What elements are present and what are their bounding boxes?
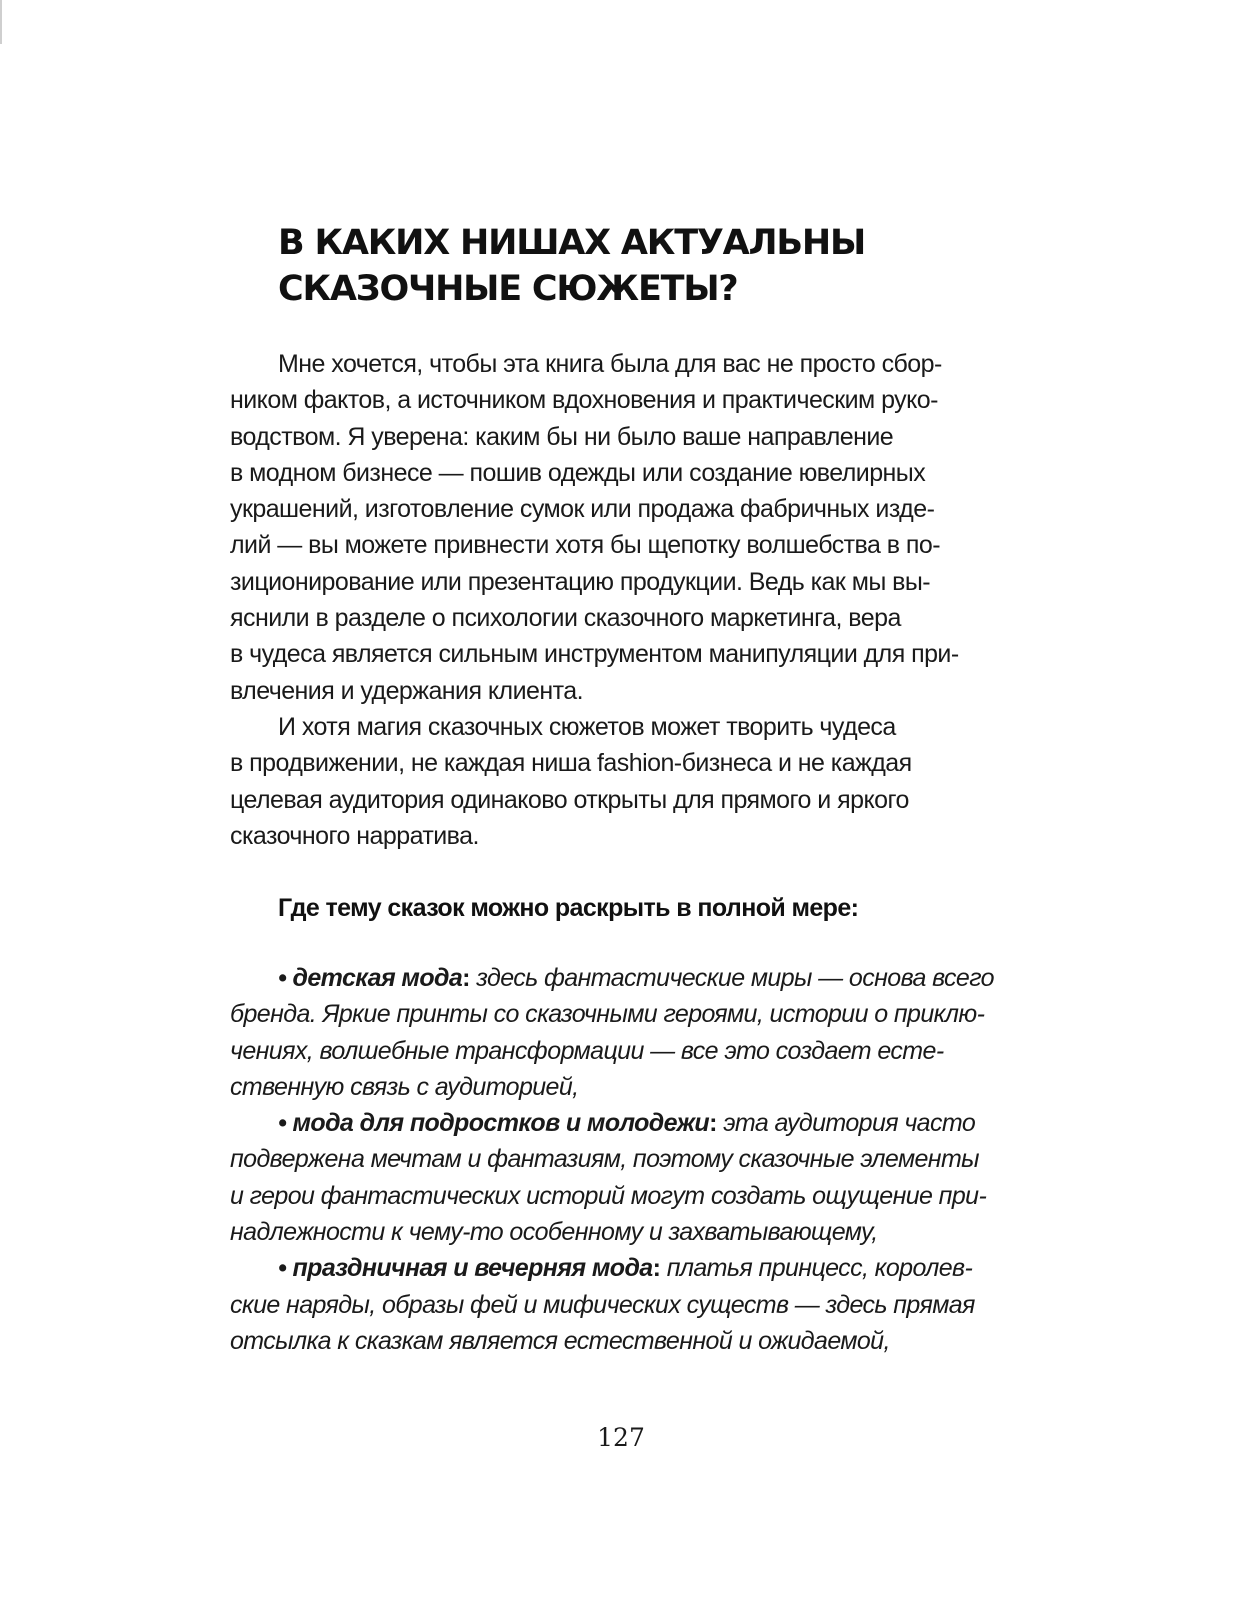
niche-list bbox=[230, 960, 1040, 1359]
list-item-colon: : bbox=[652, 1254, 661, 1283]
paragraph-line: в модном бизнесе — пошив одежды или создание ювелирных bbox=[230, 458, 926, 487]
list-item-text: платья принцесс, королев- bbox=[666, 1254, 973, 1283]
paragraph-line: Мне хочется, чтобы эта книга была для вас не просто сбор- bbox=[278, 350, 942, 378]
paragraph-line: ником фактов, а источником вдохновения и практическим руко- bbox=[230, 386, 938, 415]
paragraph-line: украшений, изготовление сумок или продажа фабричных изде- bbox=[230, 495, 935, 524]
paragraph-line: И хотя магия сказочных сюжетов может творить чудеса bbox=[278, 712, 896, 741]
list-item-term: мода для подростков и молодежи bbox=[292, 1109, 710, 1138]
page-number: 127 bbox=[597, 1423, 645, 1452]
list-item-term: детская мода bbox=[292, 964, 463, 992]
body-text bbox=[230, 346, 1030, 854]
list-bullet: • bbox=[278, 1109, 287, 1138]
list-item-line: ские наряды, образы фей и мифических существ — здесь прямая bbox=[230, 1290, 975, 1319]
heading-line: СКАЗОЧНЫЕ СЮЖЕТЫ? bbox=[278, 269, 738, 309]
list-item-line: бренда. Яркие принты со сказочными героями, истории о приклю- bbox=[230, 1000, 985, 1029]
paragraph-line: водством. Я уверена: каким бы ни было ваше направление bbox=[230, 422, 894, 451]
paragraph-line: в продвижении, не каждая ниша fashion-бизнеса и не каждая bbox=[230, 749, 912, 778]
list-item-line: надлежности к чему-то особенному и захватывающему, bbox=[230, 1218, 878, 1247]
list-item-line: подвержена мечтам и фантазиям, поэтому сказочные элементы bbox=[230, 1145, 979, 1174]
list-item-colon: : bbox=[462, 964, 470, 992]
list-item-line: и герои фантастических историй могут создать ощущение при- bbox=[230, 1181, 987, 1210]
heading-line: В КАКИХ НИШАХ АКТУАЛЬНЫ bbox=[278, 223, 866, 263]
list-item-line: отсылка к сказкам является естественной и ожидаемой, bbox=[230, 1326, 890, 1355]
list-item-first-line bbox=[230, 1105, 1040, 1141]
section-subheading: Где тему сказок можно раскрыть в полной мере: bbox=[278, 894, 859, 922]
list-item-line: ственную связь с аудиторией, bbox=[230, 1072, 579, 1101]
paragraph-line: зиционирование или презентацию продукции. Ведь как мы вы- bbox=[230, 567, 931, 596]
paragraph-line: влечения и удержания клиента. bbox=[230, 676, 583, 705]
paragraph-line: сказочного нарратива. bbox=[230, 821, 479, 850]
list-item-first-line bbox=[230, 960, 1040, 996]
list-bullet: • bbox=[278, 1254, 287, 1283]
paragraph-line: в чудеса является сильным инструментом манипуляции для при- bbox=[230, 640, 959, 669]
paragraph-line: лий — вы можете привнести хотя бы щепотку волшебства в по- bbox=[230, 531, 940, 560]
list-bullet: • bbox=[278, 964, 287, 992]
list-item-text: эта аудитория часто bbox=[723, 1109, 976, 1138]
page-edge bbox=[0, 0, 2, 44]
paragraph-line: целевая аудитория одинаково открыты для прямого и яркого bbox=[230, 785, 909, 814]
list-item-line: чениях, волшебные трансформации — все это создает есте- bbox=[230, 1036, 944, 1065]
list-item-term: праздничная и вечерняя мода bbox=[292, 1254, 653, 1283]
list-item-text: здесь фантастические миры — основа всего bbox=[476, 964, 994, 992]
list-item-first-line bbox=[230, 1250, 1040, 1286]
list-item-colon: : bbox=[709, 1109, 717, 1138]
chapter-heading bbox=[278, 220, 1038, 312]
paragraph-line: яснили в разделе о психологии сказочного маркетинга, вера bbox=[230, 604, 901, 633]
